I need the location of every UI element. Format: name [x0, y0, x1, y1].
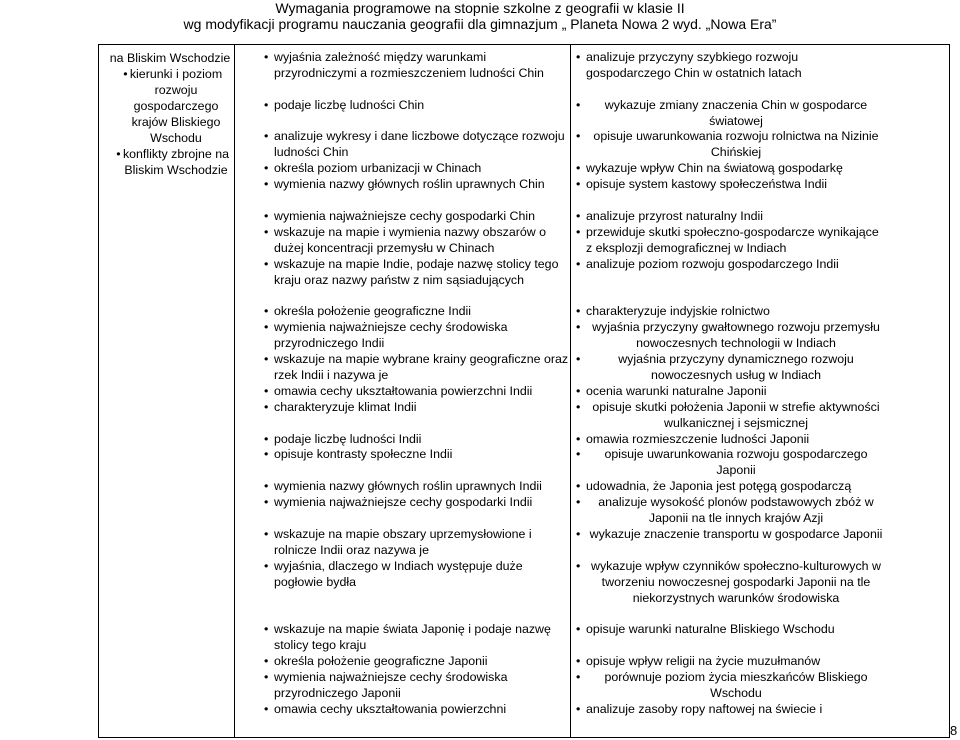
requirement-item: • ocenia warunki naturalne Japonii — [576, 384, 886, 400]
requirement-item: • analizuje wysokość plonów podstawowych zbóż w Japonii na tle innych krajów Azji — [576, 495, 886, 527]
requirement-item: • przewiduje skutki społeczno-gospodarcze wynikające z eksplozji demograficznej w Indiach — [576, 225, 886, 257]
requirement-item: • analizuje poziom rozwoju gospodarczego Indii — [576, 257, 886, 305]
topic-title: na Bliskim Wschodzie — [109, 51, 231, 65]
requirement-item: • wymienia najważniejsze cechy gospodarki Indii — [264, 495, 569, 527]
document-title-line-2: wg modyfikacji programu nauczania geografii dla gimnazjum „ Planeta Nowa 2 wyd. „Nowa Era” — [183, 16, 777, 32]
requirement-item: • wykazuje wpływ Chin na światową gospodarkę — [576, 161, 886, 177]
requirement-item: • wymienia najważniejsze cechy gospodarki Chin — [264, 209, 569, 225]
requirement-item: • wskazuje na mapie wybrane krainy geograficzne oraz rzek Indii i nazywa je — [264, 352, 569, 384]
requirement-item: • analizuje zasoby ropy naftowej na świecie i — [576, 702, 886, 718]
requirement-item: • wymienia nazwy głównych roślin uprawnych Indii — [264, 479, 569, 495]
requirements-column-basic — [264, 50, 569, 718]
requirement-item: • omawia rozmieszczenie ludności Japonii — [576, 432, 886, 448]
requirement-item: • analizuje przyczyny szybkiego rozwoju gospodarczego Chin w ostatnich latach — [576, 50, 886, 98]
requirement-item: • wskazuje na mapie świata Japonię i podaje nazwę stolicy tego kraju — [264, 622, 569, 654]
requirements-column-extended — [576, 50, 886, 718]
page-number: 8 — [950, 723, 958, 738]
requirement-item: • analizuje wykresy i dane liczbowe dotyczące rozwoju ludności Chin — [264, 129, 569, 161]
requirement-item: • wymienia najważniejsze cechy środowiska przyrodniczego Japonii — [264, 670, 569, 702]
requirement-item: • wyjaśnia przyczyny gwałtownego rozwoju przemysłu nowoczesnych technologii w Indiach — [576, 320, 886, 352]
requirement-item: • opisuje wpływ religii na życie muzułmanów — [576, 654, 886, 670]
requirement-item: • wykazuje wpływ czynników społeczno-kulturowych w tworzeniu nowoczesnej gospodarki Japonii na tle niekorzystnych warunków środowiska — [576, 559, 886, 623]
requirement-item: • określa położenie geograficzne Indii — [264, 304, 569, 320]
requirement-item: • określa położenie geograficzne Japonii — [264, 654, 569, 670]
topic-item: • kierunki i poziom rozwoju gospodarczego krajów Bliskiego Wschodu — [104, 66, 236, 146]
requirement-item: • analizuje przyrost naturalny Indii — [576, 209, 886, 225]
document-title-line-1: Wymagania programowe na stopnie szkolne z geografii w klasie II — [275, 0, 685, 16]
requirement-item: • opisuje warunki naturalne Bliskiego Wschodu — [576, 622, 886, 654]
requirement-item: • podaje liczbę ludności Indii — [264, 432, 569, 448]
column-divider — [570, 45, 571, 737]
requirement-item: • omawia cechy ukształtowania powierzchni Indii — [264, 384, 569, 400]
requirement-item: • wskazuje na mapie i wymienia nazwy obszarów o dużej koncentracji przemysłu w Chinach — [264, 225, 569, 257]
requirement-item: • opisuje system kastowy społeczeństwa Indii — [576, 177, 886, 209]
requirement-item: • charakteryzuje indyjskie rolnictwo — [576, 304, 886, 320]
requirement-item: • wymienia najważniejsze cechy środowiska przyrodniczego Indii — [264, 320, 569, 352]
requirement-item: • udowadnia, że Japonia jest potęgą gospodarczą — [576, 479, 886, 495]
topic-column — [104, 50, 236, 178]
requirement-item: • wskazuje na mapie Indie, podaje nazwę stolicy tego kraju oraz nazwy państw z nim sąsiadujących — [264, 257, 569, 305]
requirement-item: • opisuje skutki położenia Japonii w strefie aktywności wulkanicznej i sejsmicznej — [576, 400, 886, 432]
requirement-item: • wykazuje znaczenie transportu w gospodarce Japonii — [576, 527, 886, 559]
requirement-item: • wyjaśnia przyczyny dynamicznego rozwoju nowoczesnych usług w Indiach — [576, 352, 886, 384]
requirement-item: • porównuje poziom życia mieszkańców Bliskiego Wschodu — [576, 670, 886, 702]
requirement-item: • omawia cechy ukształtowania powierzchni — [264, 702, 569, 718]
requirement-item: • wyjaśnia zależność między warunkami przyrodniczymi a rozmieszczeniem ludności Chin — [264, 50, 569, 98]
requirement-item: • opisuje uwarunkowania rozwoju rolnictwa na Nizinie Chińskiej — [576, 129, 886, 161]
topic-item: • konflikty zbrojne na Bliskim Wschodzie — [104, 146, 236, 178]
requirement-item: • opisuje uwarunkowania rozwoju gospodarczego Japonii — [576, 447, 886, 479]
requirement-item: • podaje liczbę ludności Chin — [264, 98, 569, 130]
requirement-item: • opisuje kontrasty społeczne Indii — [264, 447, 569, 479]
requirement-item: • charakteryzuje klimat Indii — [264, 400, 569, 432]
requirement-item: • wykazuje zmiany znaczenia Chin w gospodarce światowej — [576, 98, 886, 130]
requirement-item: • wymienia nazwy głównych roślin uprawnych Chin — [264, 177, 569, 209]
requirement-item: • określa poziom urbanizacji w Chinach — [264, 161, 569, 177]
requirement-item: • wskazuje na mapie obszary uprzemysłowione i rolnicze Indii oraz nazywa je — [264, 527, 569, 559]
requirement-item: • wyjaśnia, dlaczego w Indiach występuje duże pogłowie bydła — [264, 559, 569, 623]
